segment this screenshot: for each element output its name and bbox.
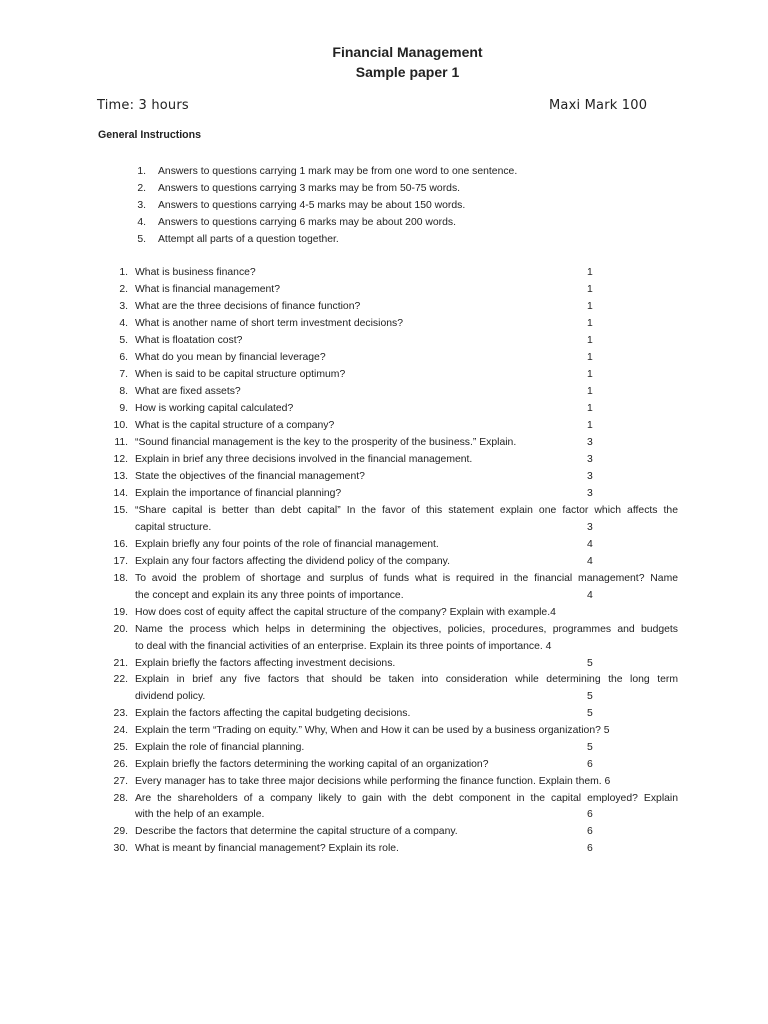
question-item xyxy=(104,705,678,722)
question-text: How does cost of equity affect the capital structure of the company? Explain with example.4 xyxy=(135,607,556,618)
question-number: 22. xyxy=(113,674,128,685)
instruction-item xyxy=(112,214,456,231)
question-number: 8. xyxy=(119,386,128,397)
question-marks: 5 xyxy=(587,742,593,753)
question-marks: 3 xyxy=(587,471,593,482)
question-number: 20. xyxy=(113,624,128,635)
question-marks: 1 xyxy=(587,318,593,329)
question-number: 4. xyxy=(119,318,128,329)
question-marks: 1 xyxy=(587,267,593,278)
question-item xyxy=(104,468,678,485)
question-text: Every manager has to take three major decisions while performing the finance function. Explain them. 6 xyxy=(135,776,611,787)
instruction-item xyxy=(112,163,517,180)
question-marks: 1 xyxy=(587,403,593,414)
instruction-number: 2. xyxy=(137,183,146,194)
question-number: 29. xyxy=(113,826,128,837)
question-text: When is said to be capital structure optimum? xyxy=(135,369,346,380)
question-number: 6. xyxy=(119,352,128,363)
question-continuation xyxy=(104,587,678,604)
question-item xyxy=(104,553,678,570)
question-text: Explain briefly the factors determining the working capital of an organization? xyxy=(135,759,489,770)
question-item xyxy=(104,383,678,400)
question-text: What is meant by financial management? Explain its role. xyxy=(135,843,399,854)
question-marks: 1 xyxy=(587,352,593,363)
question-number: 19. xyxy=(113,607,128,618)
question-item xyxy=(104,671,678,688)
instruction-text: Answers to questions carrying 4-5 marks may be about 150 words. xyxy=(158,200,466,211)
question-number: 17. xyxy=(113,556,128,567)
question-item xyxy=(104,281,678,298)
question-marks: 1 xyxy=(587,420,593,431)
question-marks: 5 xyxy=(587,691,593,702)
question-marks: 3 xyxy=(587,488,593,499)
question-text-continued: dividend policy. xyxy=(135,691,206,702)
question-item xyxy=(104,604,678,621)
question-item xyxy=(104,315,678,332)
question-item xyxy=(104,366,678,383)
question-text: What is another name of short term investment decisions? xyxy=(135,318,403,329)
question-marks: 6 xyxy=(587,843,593,854)
question-item xyxy=(104,264,678,281)
question-number: 13. xyxy=(113,471,128,482)
time-allowed: Time: 3 hours xyxy=(97,98,189,113)
question-marks: 1 xyxy=(587,284,593,295)
question-number: 25. xyxy=(113,742,128,753)
question-text: Explain the role of financial planning. xyxy=(135,742,305,753)
question-continuation xyxy=(104,519,678,536)
question-marks: 3 xyxy=(587,454,593,465)
question-number: 26. xyxy=(113,759,128,770)
question-item xyxy=(104,332,678,349)
question-number: 2. xyxy=(119,284,128,295)
question-item xyxy=(104,756,678,773)
question-number: 21. xyxy=(113,658,128,669)
question-text: Explain in brief any three decisions involved in the financial management. xyxy=(135,454,473,465)
question-marks: 5 xyxy=(587,658,593,669)
question-item xyxy=(104,451,678,468)
instruction-item xyxy=(112,197,465,214)
question-number: 30. xyxy=(113,843,128,854)
question-marks: 6 xyxy=(587,759,593,770)
question-marks: 4 xyxy=(587,590,593,601)
question-number: 10. xyxy=(113,420,128,431)
question-item xyxy=(104,417,678,434)
question-item xyxy=(104,536,678,553)
question-number: 24. xyxy=(113,725,128,736)
question-text: What do you mean by financial leverage? xyxy=(135,352,326,363)
instruction-number: 1. xyxy=(137,166,146,177)
question-number: 5. xyxy=(119,335,128,346)
question-item xyxy=(104,739,678,756)
question-text: “Share capital is better than debt capital” In the favor of this statement explain one factor which affects the xyxy=(135,505,678,516)
question-text: How is working capital calculated? xyxy=(135,403,294,414)
question-number: 18. xyxy=(113,573,128,584)
question-text: Explain briefly any four points of the role of financial management. xyxy=(135,539,439,550)
question-continuation xyxy=(104,806,678,823)
question-continuation xyxy=(104,638,678,655)
question-marks: 4 xyxy=(587,539,593,550)
question-text: To avoid the problem of shortage and surplus of funds what is required in the financial management? Name xyxy=(135,573,678,584)
question-text: What are the three decisions of finance function? xyxy=(135,301,361,312)
question-item xyxy=(104,722,678,739)
question-item xyxy=(104,400,678,417)
question-number: 15. xyxy=(113,505,128,516)
question-item xyxy=(104,502,678,519)
question-continuation xyxy=(104,688,678,705)
question-number: 23. xyxy=(113,708,128,719)
question-text-continued: with the help of an example. xyxy=(135,809,265,820)
question-marks: 1 xyxy=(587,301,593,312)
question-text: “Sound financial management is the key to the prosperity of the business.” Explain. xyxy=(135,437,517,448)
question-marks: 4 xyxy=(587,556,593,567)
instruction-text: Answers to questions carrying 1 mark may be from one word to one sentence. xyxy=(158,166,518,177)
question-text-continued: the concept and explain its any three points of importance. xyxy=(135,590,404,601)
instruction-text: Answers to questions carrying 6 marks may be about 200 words. xyxy=(158,217,457,228)
question-number: 1. xyxy=(119,267,128,278)
instruction-number: 3. xyxy=(137,200,146,211)
page-subtitle: Sample paper 1 xyxy=(355,64,460,80)
question-item xyxy=(104,840,678,857)
question-text: Explain in brief any five factors that should be taken into consideration while determining the long term xyxy=(135,674,678,685)
question-item xyxy=(104,823,678,840)
question-marks: 3 xyxy=(587,522,593,533)
question-item xyxy=(104,621,678,638)
question-marks: 5 xyxy=(587,708,593,719)
question-text: Explain any four factors affecting the dividend policy of the company. xyxy=(135,556,450,567)
question-text: Name the process which helps in determining the objectives, policies, procedures, programmes and budgets xyxy=(135,624,678,635)
question-marks: 3 xyxy=(587,437,593,448)
question-number: 16. xyxy=(113,539,128,550)
question-item xyxy=(104,349,678,366)
question-item xyxy=(104,298,678,315)
question-text: Are the shareholders of a company likely to gain with the debt component in the capital employed? Explain xyxy=(135,793,678,804)
question-text-continued: to deal with the financial activities of an enterprise. Explain its three points of importance. 4 xyxy=(135,641,552,652)
question-text: Explain the factors affecting the capital budgeting decisions. xyxy=(135,708,411,719)
question-text: What is floatation cost? xyxy=(135,335,243,346)
question-text: Describe the factors that determine the capital structure of a company. xyxy=(135,826,458,837)
maximum-marks: Maxi Mark 100 xyxy=(549,98,648,113)
question-text: Explain the term “Trading on equity.” Why, When and How it can be used by a business organization? 5 xyxy=(135,725,610,736)
question-text: What is financial management? xyxy=(135,284,280,295)
question-text: What are fixed assets? xyxy=(135,386,241,397)
question-text: State the objectives of the financial management? xyxy=(135,471,365,482)
question-number: 12. xyxy=(113,454,128,465)
question-text: Explain the importance of financial planning? xyxy=(135,488,342,499)
question-number: 27. xyxy=(113,776,128,787)
question-marks: 1 xyxy=(587,335,593,346)
instruction-number: 5. xyxy=(137,234,146,245)
instructions-heading: General Instructions xyxy=(98,129,202,141)
instruction-text: Attempt all parts of a question together. xyxy=(158,234,339,245)
question-marks: 1 xyxy=(587,369,593,380)
question-number: 28. xyxy=(113,793,128,804)
question-text: What is the capital structure of a company? xyxy=(135,420,335,431)
instruction-item xyxy=(112,231,339,248)
question-number: 9. xyxy=(119,403,128,414)
instruction-text: Answers to questions carrying 3 marks may be from 50-75 words. xyxy=(158,183,461,194)
question-number: 7. xyxy=(119,369,128,380)
question-item xyxy=(104,434,678,451)
question-text: Explain briefly the factors affecting investment decisions. xyxy=(135,658,396,669)
instruction-item xyxy=(112,180,460,197)
question-text-continued: capital structure. xyxy=(135,522,212,533)
question-marks: 6 xyxy=(587,809,593,820)
instruction-number: 4. xyxy=(137,217,146,228)
question-text: What is business finance? xyxy=(135,267,256,278)
question-marks: 1 xyxy=(587,386,593,397)
question-item xyxy=(104,655,678,672)
question-item xyxy=(104,773,678,790)
page-title: Financial Management xyxy=(332,44,483,60)
question-item xyxy=(104,790,678,807)
question-number: 14. xyxy=(113,488,128,499)
question-number: 11. xyxy=(114,437,128,448)
question-item xyxy=(104,570,678,587)
question-number: 3. xyxy=(119,301,128,312)
question-marks: 6 xyxy=(587,826,593,837)
question-item xyxy=(104,485,678,502)
